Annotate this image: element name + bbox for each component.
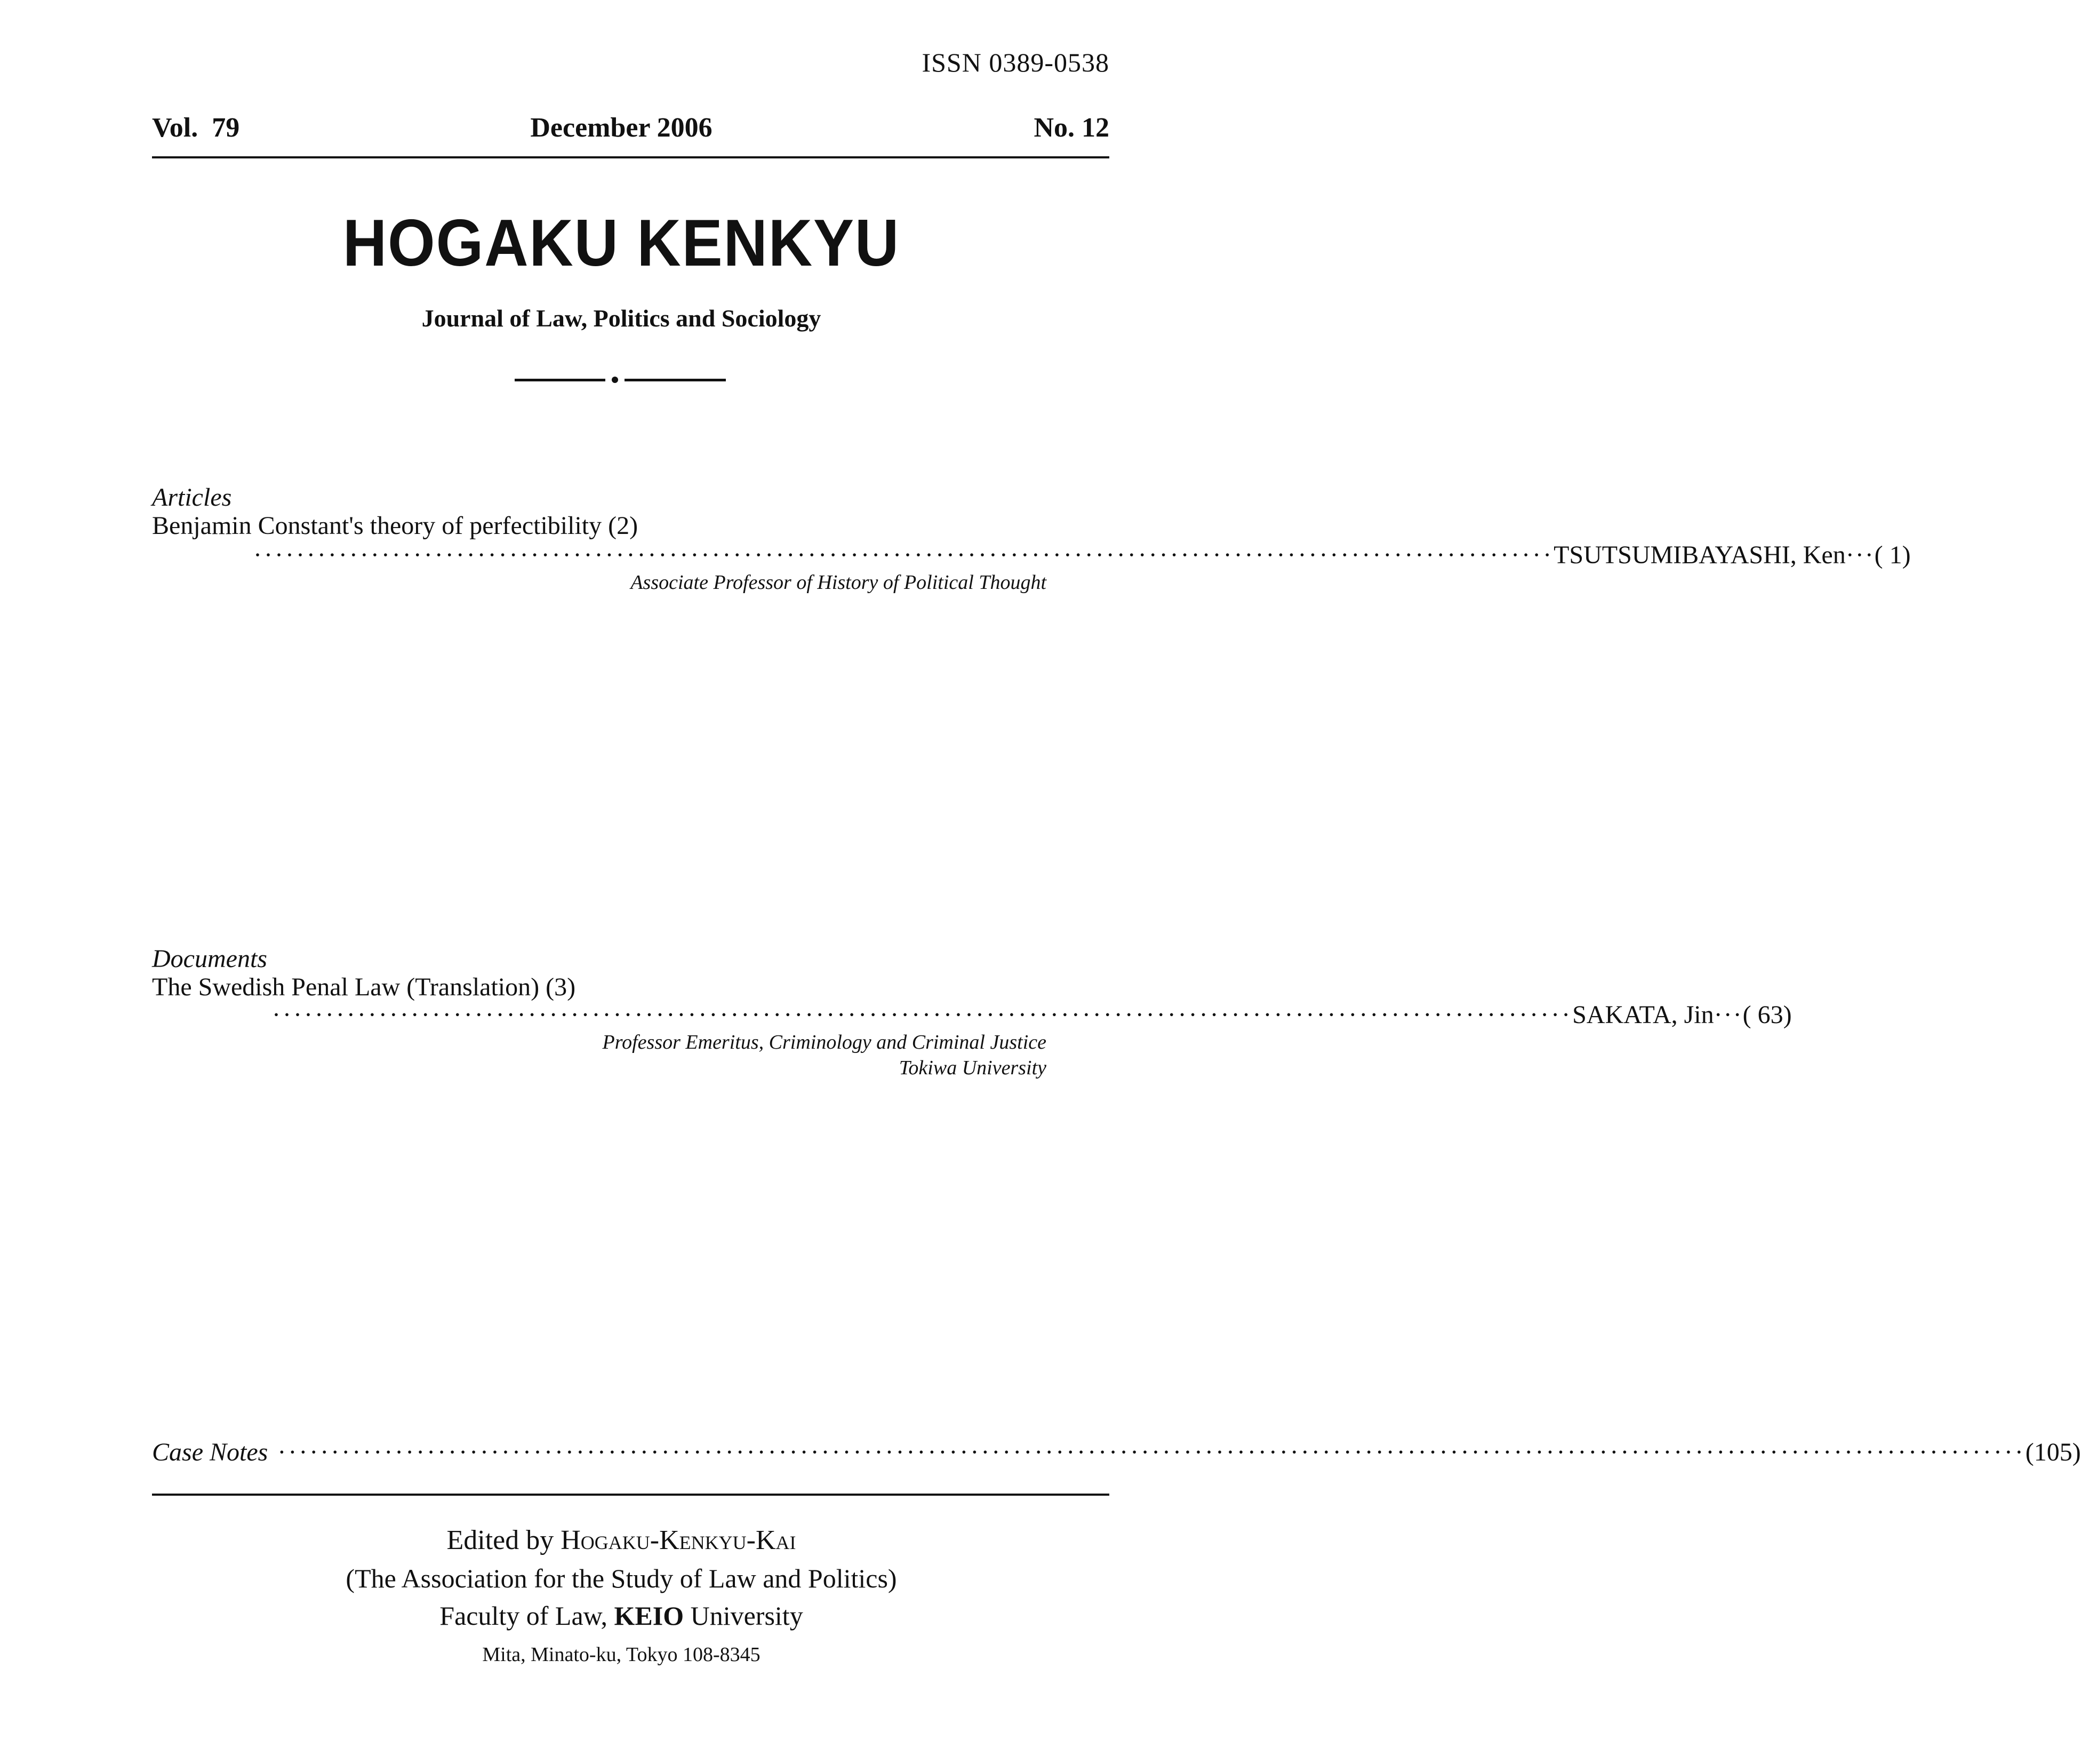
article-affiliation: Associate Professor of History of Political Thought [630,571,1046,594]
article-author-line[interactable] [253,540,1911,570]
leader-dots-short: ··· [1845,541,1875,569]
article-author: TSUTSUMIBAYASHI, Ken [1554,541,1846,569]
faculty-line [0,1600,1243,1631]
leader-dots-short: ··· [1714,1001,1743,1029]
case-notes-page: (105) [2025,1438,2081,1466]
association-line: (The Association for the Study of Law and Politics) [346,1563,897,1593]
edited-by-label: Edited by [446,1525,561,1555]
document-affiliation-university: Tokiwa University [899,1057,1046,1079]
ornament-rule-left [515,379,605,381]
society-name: Hogaku-Kenkyu-Kai [561,1525,796,1555]
issue-number: No. 12 [1034,113,1109,143]
volume-label: Vol. 79 [152,113,240,143]
documents-heading: Documents [152,945,267,973]
ornament-rule-right [625,379,726,381]
university-suffix: University [684,1601,803,1631]
leader-dots: ···································································································································································· [277,1438,2026,1466]
article-title[interactable]: Benjamin Constant's theory of perfectibility (2) [152,512,638,540]
issn-number: ISSN 0389-0538 [922,47,1109,77]
journal-subtitle: Journal of Law, Politics and Sociology [421,305,821,332]
address-line: Mita, Minato-ku, Tokyo 108-8345 [482,1643,761,1666]
case-notes-line[interactable] [152,1438,2081,1467]
document-title[interactable]: The Swedish Penal Law (Translation) (3) [152,973,576,1001]
document-author: SAKATA, Jin [1572,1001,1714,1029]
ornament-dot [612,377,618,383]
edited-by-line [0,1524,1243,1556]
article-page: ( 1) [1874,541,1911,569]
university-name: KEIO [614,1601,684,1631]
bottom-rule [152,1494,1109,1496]
document-affiliation: Professor Emeritus, Criminology and Criminal Justice [602,1031,1046,1053]
leader-dots: ·························································································································· [253,541,1554,569]
case-notes-heading: Case Notes [152,1438,268,1466]
top-rule [152,156,1109,158]
issue-date: December 2006 [530,113,713,143]
journal-title: HOGAKU KENKYU [342,206,900,280]
faculty-prefix: Faculty of Law, [439,1601,614,1631]
articles-heading: Articles [152,483,232,512]
leader-dots: ·························································································································· [272,1001,1573,1029]
document-author-line[interactable] [272,1000,1792,1029]
document-page: ( 63) [1742,1001,1792,1029]
